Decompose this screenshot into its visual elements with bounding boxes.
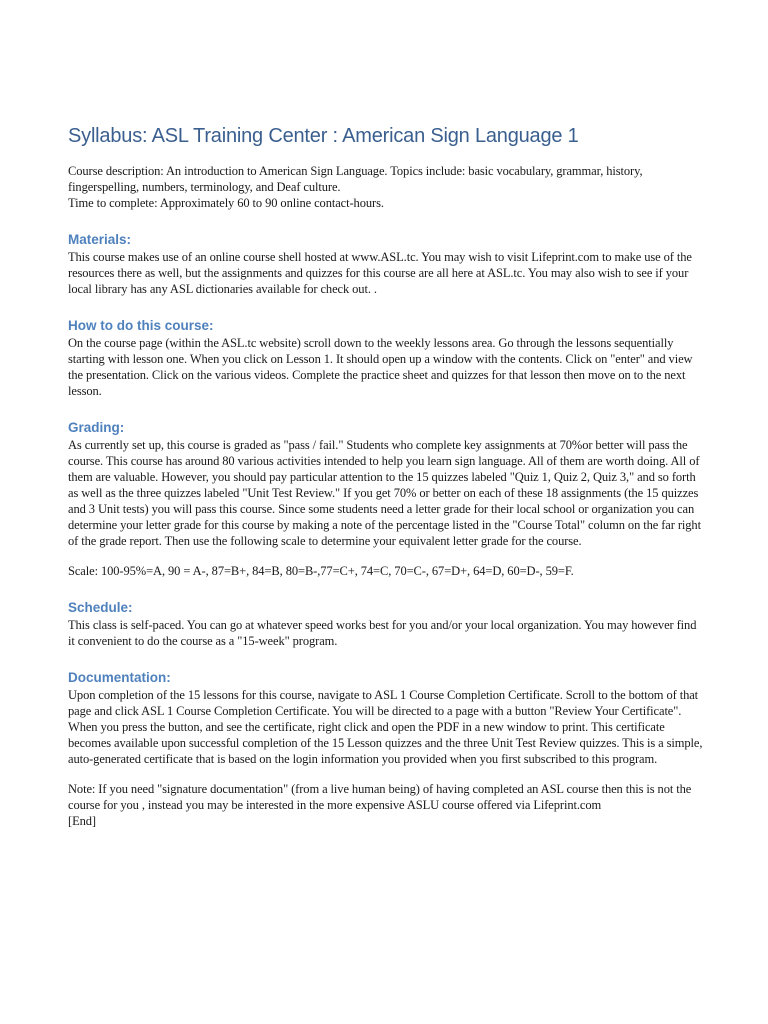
- document-page: [68, 122, 704, 829]
- grading-heading: Grading:: [68, 420, 125, 435]
- course-intro: [68, 163, 704, 211]
- materials-body: This course makes use of an online course shell hosted at www.ASL.tc. You may wish to visit Lifeprint.com to make use of the resources there as well, but the assignments and quizzes for this course are all here at ASL.tc. You may also wish to see if your local library has any ASL dictionaries available for check out. .: [68, 250, 692, 296]
- grading-scale: Scale: 100-95%=A, 90 = A-, 87=B+, 84=B, 80=B-,77=C+, 74=C, 70=C-, 67=D+, 64=D, 60=D-, 59=F.: [68, 564, 574, 578]
- how-to-section: [68, 317, 704, 399]
- schedule-heading: Schedule:: [68, 600, 133, 615]
- paragraph-gap: [68, 767, 704, 781]
- documentation-note: Note: If you need "signature documentation" (from a live human being) of having completed an ASL course then this is not the course for you , instead you may be interested in the more expensive ASLU course offered via Lifeprint.com: [68, 782, 692, 812]
- how-to-heading: How to do this course:: [68, 318, 214, 333]
- materials-section: [68, 231, 704, 297]
- course-description: Course description: An introduction to American Sign Language. Topics include: basic vocabulary, grammar, history, fingerspelling, numbers, terminology, and Deaf culture.: [68, 164, 643, 194]
- paragraph-gap: [68, 549, 704, 563]
- grading-body: As currently set up, this course is graded as "pass / fail." Students who complete key assignments at 70%or better will pass the course. This course has around 80 various activities intended to help you learn sign language. All of them are worth doing. All of them are valuable. However, you should pay particular attention to the 15 quizzes labeled "Quiz 1, Quiz 2, Quiz 3," and so forth as well as the three quizzes labeled "Unit Test Review." If you get 70% or better on each of these 18 assignments (the 15 quizzes and 3 Unit tests) you will pass this course. Since some students need a letter grade for their local school or organization you can determine your letter grade for this course by making a note of the percentage listed in the "Course Total" column on the far right of the grade report. Then use the following scale to determine your equivalent letter grade for the course.: [68, 438, 701, 548]
- documentation-heading: Documentation:: [68, 670, 171, 685]
- document-title: Syllabus: ASL Training Center : American Sign Language 1: [68, 125, 579, 147]
- end-marker: [End]: [68, 814, 96, 828]
- materials-heading: Materials:: [68, 232, 132, 247]
- documentation-section: [68, 669, 704, 829]
- time-to-complete: Time to complete: Approximately 60 to 90 online contact-hours.: [68, 196, 384, 210]
- documentation-body: Upon completion of the 15 lessons for this course, navigate to ASL 1 Course Completion Certificate. Scroll to the bottom of that page and click ASL 1 Course Completion Certificate. You will be directed to a page with a button "Review Your Certificate". When you press the button, and see the certificate, right click and open the PDF in a new window to print. This certificate becomes available upon successful completion of the 15 Lesson quizzes and the three Unit Test Review quizzes. This is a simple, auto-generated certificate that is based on the login information you provided when you first subscribed to this program.: [68, 688, 703, 766]
- how-to-body: On the course page (within the ASL.tc website) scroll down to the weekly lessons area. Go through the lessons sequentially starting with lesson one. When you click on Lesson 1. It should open up a window with the contents. Click on "enter" and view the presentation. Click on the various videos. Complete the practice sheet and quizzes for that lesson then move on to the next lesson.: [68, 336, 693, 398]
- grading-section: [68, 419, 704, 579]
- schedule-body: This class is self-paced. You can go at whatever speed works best for you and/or your local organization. You may however find it convenient to do the course as a "15-week" program.: [68, 618, 697, 648]
- schedule-section: [68, 599, 704, 649]
